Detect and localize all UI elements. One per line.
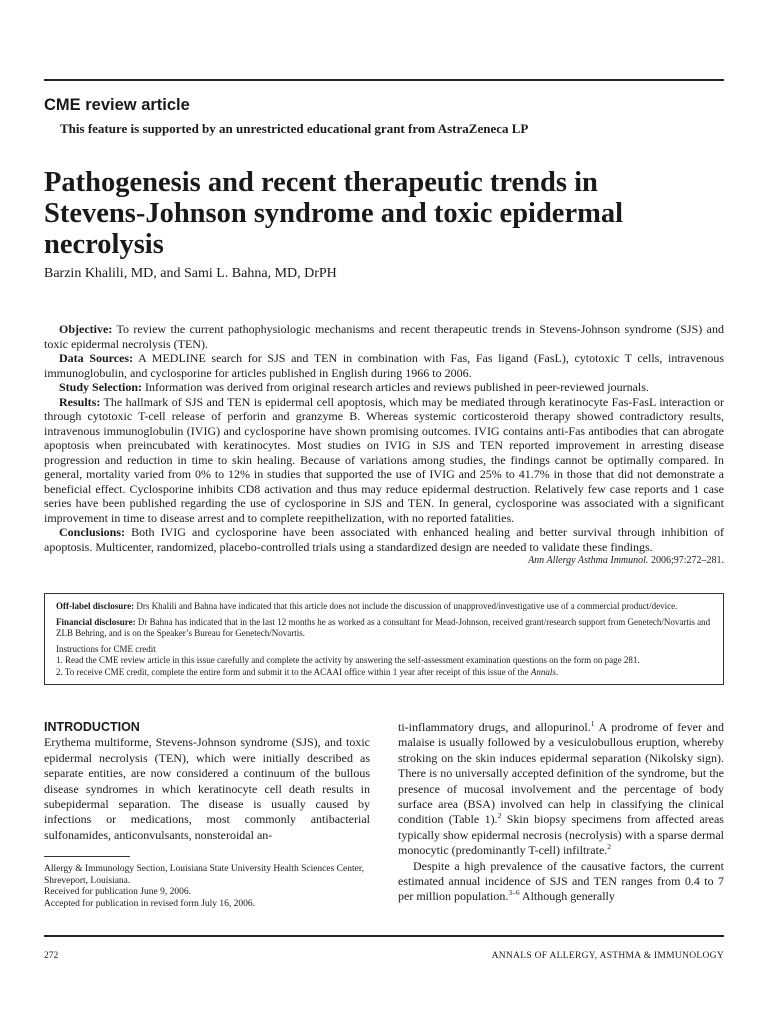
right-p2-text-a: Despite a high prevalence of the causative factors, the current estimated annual incidence of SJS and TEN ranges from 0.4 to 7 per million population. xyxy=(398,858,724,904)
ref-sup-1: 1 xyxy=(590,719,595,728)
cme-instructions-list xyxy=(56,655,712,678)
title-line-2: Stevens-Johnson syndrome and toxic epidermal xyxy=(44,198,624,229)
cme-instruction-1: 1. Read the CME review article in this issue carefully and complete the activity by answering the self-assessment examination questions on the form on page 281. xyxy=(56,655,640,665)
accepted-note: Accepted for publication in revised form July 16, 2006. xyxy=(44,898,256,909)
results-text: The hallmark of SJS and TEN is epidermal cell apoptosis, which may be mediated through keratinocyte Fas-FasL interaction or through cytotoxic T-cell release of perforin and granzyme B. Whereas systemic corticosteroid therapy showed contradictory results, intravenous immunoglobulin (IVIG) and cyclosporine have shown promising outcomes. IVIG contains anti-Fas antibodies that can abrogate apoptosis when preincubated with keratinocytes. Most studies on IVIG in SJS and TEN reported improvement in arresting disease progression and reduction in time to skin healing. Because of variations among studies, the findings cannot be optimally compared. In general, mortality varied from 0% to 12% in studies that supported the use of IVIG and 25% to 41.7% in those that did not demonstrate a beneficial effect. Cyclosporine inhibits CD8 activation and thus may reduce epidermal destruction. Relatively few case reports and 1 case series have been published regarding the use of cyclosporine in SJS and TEN. In general, cyclosporine was associated with a significant improvement in time to disease arrest and to complete reepithelization, with no reported fatalities. xyxy=(44,394,724,525)
abstract xyxy=(44,322,724,569)
right-paragraph-1 xyxy=(398,720,724,859)
footnote-rule xyxy=(44,856,130,857)
objective-label: Objective: xyxy=(59,322,113,336)
footnotes xyxy=(44,864,374,910)
received-note: Received for publication June 9, 2006. xyxy=(44,887,191,898)
annals-italic: Annals xyxy=(530,666,556,677)
offlabel-label: Off-label disclosure: xyxy=(56,601,135,611)
conclusions-label: Conclusions: xyxy=(59,525,126,539)
selection-text: Information was derived from original research articles and reviews published in peer-reviewed journals. xyxy=(142,380,649,394)
right-p1-text-a: ti-inflammatory drugs, and allopurinol. xyxy=(398,720,591,734)
introduction-heading: INTRODUCTION xyxy=(44,720,140,734)
page-number: 272 xyxy=(44,951,59,961)
conclusions-text: Both IVIG and cyclosporine have been associated with enhanced healing and better survival through inhibition of apoptosis. Multicenter, randomized, placebo-controlled trials using a standardized design are needed to validate these findings. xyxy=(44,525,724,554)
title-line-1: Pathogenesis and recent therapeutic trends in xyxy=(44,167,598,198)
offlabel-text: Drs Khalili and Bahna have indicated that this article does not include the discussion of unapproved/investigative use of a commercial product/device. xyxy=(134,601,678,611)
disclosure-box xyxy=(44,593,724,685)
cme-instruction-2-end: . xyxy=(555,666,559,677)
results-label: Results: xyxy=(59,394,101,409)
abstract-objective xyxy=(44,322,724,351)
sources-text: A MEDLINE search for SJS and TEN in combination with Fas, Fas ligand (FasL), cytotoxic T cells, intravenous immunoglobulin, and cyclosporine for articles published in English during 1966 to 2006. xyxy=(44,351,724,380)
intro-paragraph-1: Erythema multiforme, Stevens-Johnson syndrome (SJS), and toxic epidermal necrolysis (TEN), which were initially described as separate entities, are now considered a continuum of the bullous disease syndromes in which keratinocyte cell death results in subepidermal separation. The disease is usually caused by infections or medications, most commonly antibacterial sulfonamides, anticonvulsants, nonsteroidal an- xyxy=(44,735,370,842)
objective-text: To review the current pathophysiologic mechanisms and recent therapeutic trends in Stevens-Johnson syndrome (SJS) and toxic epidermal necrolysis (TEN). xyxy=(44,322,724,351)
right-p2-text-b: Although generally xyxy=(519,889,615,904)
abstract-selection xyxy=(44,380,724,395)
title-line-3: necrolysis xyxy=(44,229,164,260)
grant-note: This feature is supported by an unrestricted educational grant from AstraZeneca LP xyxy=(60,121,529,136)
cme-instruction-2 xyxy=(56,667,712,679)
left-column xyxy=(44,720,370,843)
sources-label: Data Sources: xyxy=(59,351,134,365)
authors: Barzin Khalili, MD, and Sami L. Bahna, MD, DrPH xyxy=(44,266,337,281)
abstract-results xyxy=(44,395,724,526)
financial-text: Dr Bahna has indicated that in the last 12 months he as worked as a consultant for Mead-Johnson, received grant/research support from Genetech/Novartis and ZLB Behring, and is on the Speaker’s Bureau for Genetech/Novartis. xyxy=(56,616,711,638)
right-p1-text-b: A prodrome of fever and malaise is usually followed by a vesiculobullous eruption, whereby stroking on the skin induces epidermal separation (Nikolsky sign). There is no universally accepted definition of the syndrome, but the presence of mucosal involvement and the percentage of body surface area (BSA) involved can help in classifying the clinical condition (Table 1). xyxy=(398,720,724,827)
ref-sup-4: 3–6 xyxy=(508,888,520,898)
financial-disclosure xyxy=(56,617,712,640)
abstract-sources xyxy=(44,351,724,380)
article-title xyxy=(44,167,734,260)
bottom-rule xyxy=(44,935,724,937)
cme-instructions-title: Instructions for CME credit xyxy=(56,643,156,654)
journal-name: ANNALS OF ALLERGY, ASTHMA & IMMUNOLOGY xyxy=(491,951,724,961)
right-paragraph-2 xyxy=(398,859,724,905)
cme-instruction-2-text: 2. To receive CME credit, complete the entire form and submit it to the ACAAI office within 1 year after receipt of this issue of the xyxy=(56,666,531,677)
financial-label: Financial disclosure: xyxy=(56,616,136,627)
abstract-conclusions xyxy=(44,525,724,554)
ref-sup-2: 2 xyxy=(497,811,502,821)
citation xyxy=(44,554,724,569)
section-label: CME review article xyxy=(44,96,190,114)
right-column xyxy=(398,720,724,905)
ref-sup-3: 2 xyxy=(607,842,612,852)
selection-label: Study Selection: xyxy=(59,380,143,394)
affiliation-note: Allergy & Immunology Section, Louisiana State University Health Sciences Center, Shreveport, Louisiana. xyxy=(44,864,365,886)
citation-journal: Ann Allergy Asthma Immunol. xyxy=(528,555,649,566)
right-p1-text-c: Skin biopsy specimens from affected areas typically show epidermal necrosis (necrolysis) with a sparse dermal monocytic (predominantly T-cell) infiltrate. xyxy=(398,812,724,858)
offlabel-disclosure xyxy=(56,601,712,613)
top-rule xyxy=(44,79,724,81)
citation-details: 2006;97:272–281. xyxy=(648,555,724,566)
